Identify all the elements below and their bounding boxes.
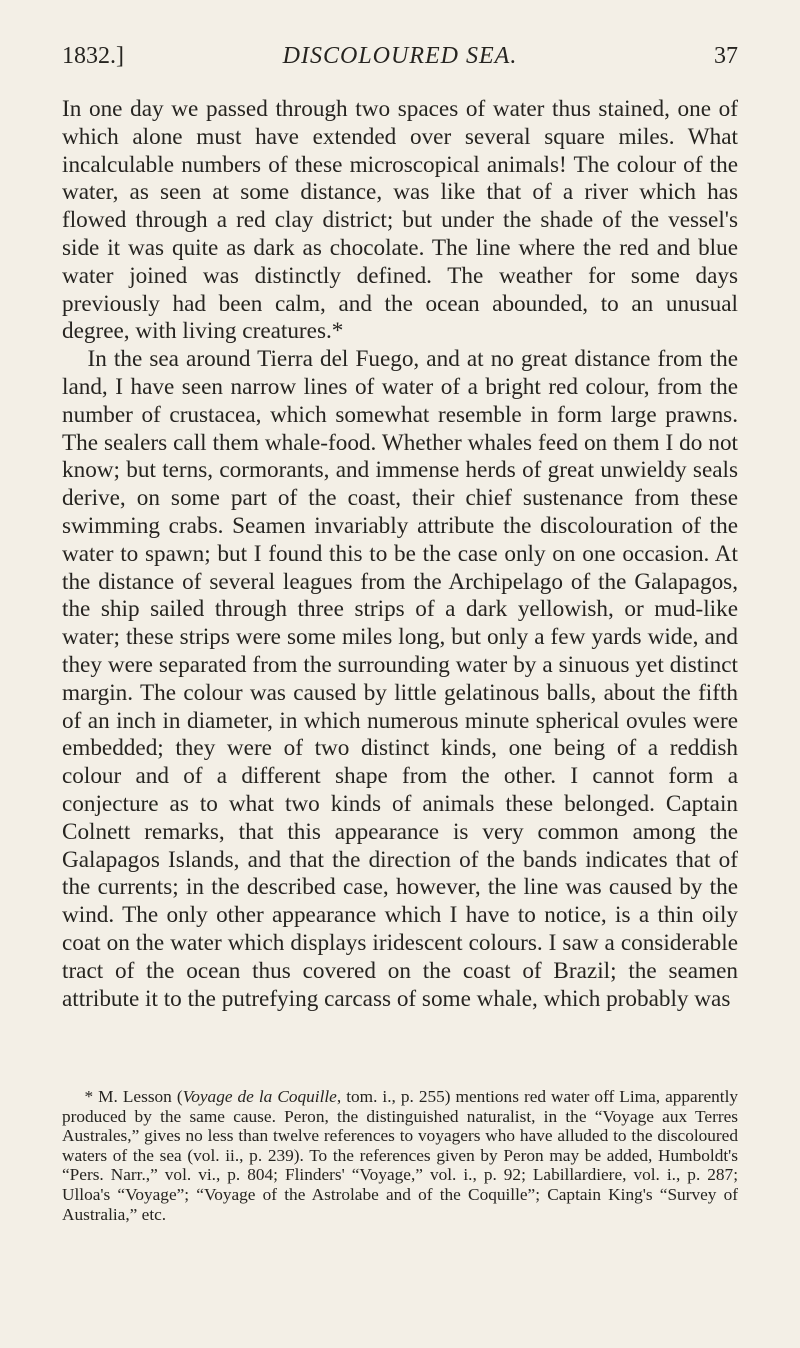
footnote-text: [62, 1087, 738, 1224]
footnote-italic-title: Voyage de la Coquille: [182, 1087, 337, 1106]
footnote-lead: M. Lesson (: [98, 1087, 183, 1106]
page-number: 37: [714, 43, 738, 69]
footnote-marker: *: [84, 1087, 94, 1106]
header-title: DISCOLOURED SEA.: [282, 43, 518, 69]
paragraph-1: In one day we passed through two spaces of water thus stained, one of which alone must have extended over several square miles. What incalculable numbers of these microscopical animals! The colour of the water, as seen at some distance, was like that of a river which has flowed through a red clay district; but under the shade of the vessel's side it was quite as dark as chocolate. The line where the red and blue water joined was distinctly defined. The weather for some days previously had been calm, and the ocean abounded, to an unusual degree, with living creatures.*: [62, 96, 738, 345]
footnote: [62, 1087, 738, 1224]
running-header: [62, 43, 738, 79]
footnote-rest: , tom. i., p. 255) mentions red water off Lima, apparently produced by the same cause. Peron, the distinguished naturalist, in the “Voyage aux Terres Australes,” gives no less than twelve references to voyagers who have alluded to the discoloured waters of the sea (vol. ii., p. 239). To the references given by Peron may be added, Humboldt's “Pers. Narr.,” vol. vi., p. 804; Flinders' “Voyage,” vol. i., p. 92; Labillardiere, vol. i., p. 287; Ulloa's “Voyage”; “Voyage of the Astrolabe and of the Coquille”; Captain King's “Survey of Australia,” etc.: [62, 1087, 739, 1224]
paragraph-2: In the sea around Tierra del Fuego, and at no great distance from the land, I have seen narrow lines of water of a bright red colour, from the number of crustacea, which somewhat resemble in form large prawns. The sealers call them whale-food. Whether whales feed on them I do not know; but terns, cormorants, and immense herds of great unwieldy seals derive, on some part of the coast, their chief sustenance from these swimming crabs. Seamen invariably attribute the discolouration of the water to spawn; but I found this to be the case only on one occasion. At the distance of several leagues from the Archipelago of the Galapagos, the ship sailed through three strips of a dark yellowish, or mud-like water; these strips were some miles long, but only a few yards wide, and they were separated from the surrounding water by a sinuous yet distinct margin. The colour was caused by little gelatinous balls, about the fifth of an inch in diameter, in which numerous minute spherical ovules were embedded; they were of two distinct kinds, one being of a reddish colour and of a different shape from the other. I cannot form a conjecture as to what two kinds of animals these belonged. Captain Colnett remarks, that this appearance is very common among the Galapagos Islands, and that the direction of the bands indicates that of the currents; in the described case, however, the line was caused by the wind. The only other appearance which I have to notice, is a thin oily coat on the water which displays iridescent colours. I saw a considerable tract of the ocean thus covered on the coast of Brazil; the seamen attribute it to the putrefying carcass of some whale, which probably was: [62, 346, 738, 1012]
header-year: 1832.]: [62, 43, 124, 69]
main-text: [62, 96, 738, 1013]
